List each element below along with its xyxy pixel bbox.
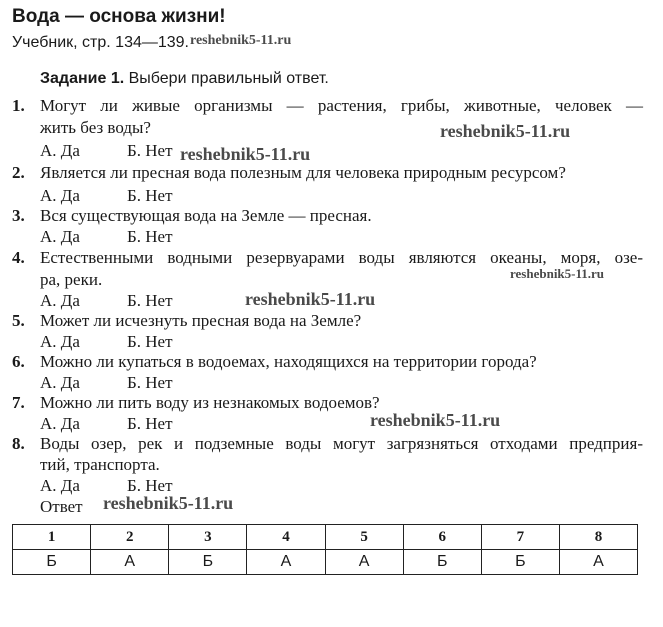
answer-table-header-cell: 7: [481, 525, 559, 550]
question-text: Естественными водными резервуарами воды являются океаны, моря, озе-: [40, 248, 643, 267]
option-no: Б. Нет: [127, 414, 173, 433]
answer-table-header-cell: 1: [13, 525, 91, 550]
watermark: reshebnik5-11.ru: [440, 121, 571, 141]
question-text: Можно ли купаться в водоемах, находящихся на территории города?: [40, 352, 537, 371]
question-number: 4.: [12, 248, 25, 267]
question-number: 5.: [12, 311, 25, 330]
option-yes: А. Да: [40, 476, 80, 495]
option-no: Б. Нет: [127, 186, 173, 205]
textbook-reference: Учебник, стр. 134—139.: [12, 34, 189, 51]
watermark: reshebnik5-11.ru: [103, 493, 234, 513]
question-number: 3.: [12, 206, 25, 225]
question-text-continued: ра, реки.: [40, 270, 103, 289]
task-instruction: Выбери правильный ответ.: [128, 70, 329, 87]
question-text: Можно ли пить воду из незнакомых водоемов?: [40, 393, 380, 412]
question-text: Вся существующая вода на Земле — пресная.: [40, 206, 372, 225]
question-text-continued: жить без воды?: [40, 118, 151, 137]
option-no: Б. Нет: [127, 227, 173, 246]
answer-table-header-cell: 3: [169, 525, 247, 550]
question-number: 2.: [12, 163, 25, 182]
option-yes: А. Да: [40, 291, 80, 310]
option-yes: А. Да: [40, 332, 80, 351]
answer-table-value-cell: Б: [169, 550, 247, 575]
option-no: Б. Нет: [127, 332, 173, 351]
question-number: 1.: [12, 96, 25, 115]
watermark: reshebnik5-11.ru: [370, 410, 501, 430]
answer-table-value-cell: Б: [481, 550, 559, 575]
watermark: reshebnik5-11.ru: [190, 33, 292, 48]
option-yes: А. Да: [40, 414, 80, 433]
watermark: reshebnik5-11.ru: [180, 144, 311, 164]
option-yes: А. Да: [40, 186, 80, 205]
question-number: 8.: [12, 434, 25, 453]
option-no: Б. Нет: [127, 373, 173, 392]
option-no: Б. Нет: [127, 476, 173, 495]
question-text: Является ли пресная вода полезным для человека природным ресурсом?: [40, 163, 566, 182]
task-heading: [40, 70, 329, 88]
option-yes: А. Да: [40, 141, 80, 160]
watermark: reshebnik5-11.ru: [245, 289, 376, 309]
watermark: reshebnik5-11.ru: [510, 266, 605, 281]
answer-table-header-cell: 2: [91, 525, 169, 550]
answer-table-value-cell: Б: [13, 550, 91, 575]
answer-table-header-cell: 6: [403, 525, 481, 550]
answer-table-value-cell: А: [325, 550, 403, 575]
answer-table-header-cell: 8: [559, 525, 637, 550]
answer-table-header-cell: 4: [247, 525, 325, 550]
question-text: Может ли исчезнуть пресная вода на Земле?: [40, 311, 362, 330]
question-text: Воды озер, рек и подземные воды могут загрязняться отходами предприя-: [40, 434, 643, 453]
answer-table-header-row: [13, 525, 638, 550]
answer-table-value-row: [13, 550, 638, 575]
question-number: 7.: [12, 393, 25, 412]
answer-label: Ответ: [40, 497, 83, 516]
answer-table-value-cell: А: [559, 550, 637, 575]
answer-table-value-cell: А: [91, 550, 169, 575]
option-no: Б. Нет: [127, 291, 173, 310]
task-label: Задание 1.: [40, 70, 125, 87]
answer-table-header-cell: 5: [325, 525, 403, 550]
option-no: Б. Нет: [127, 141, 173, 160]
question-text-continued: тий, транспорта.: [40, 455, 160, 474]
option-yes: А. Да: [40, 373, 80, 392]
answer-table-value-cell: Б: [403, 550, 481, 575]
page-title: Вода — основа жизни!: [12, 6, 226, 27]
answer-table-value-cell: А: [247, 550, 325, 575]
option-yes: А. Да: [40, 227, 80, 246]
question-text: Могут ли живые организмы — растения, грибы, животные, человек —: [40, 96, 643, 115]
question-number: 6.: [12, 352, 25, 371]
answer-table: [12, 524, 638, 575]
